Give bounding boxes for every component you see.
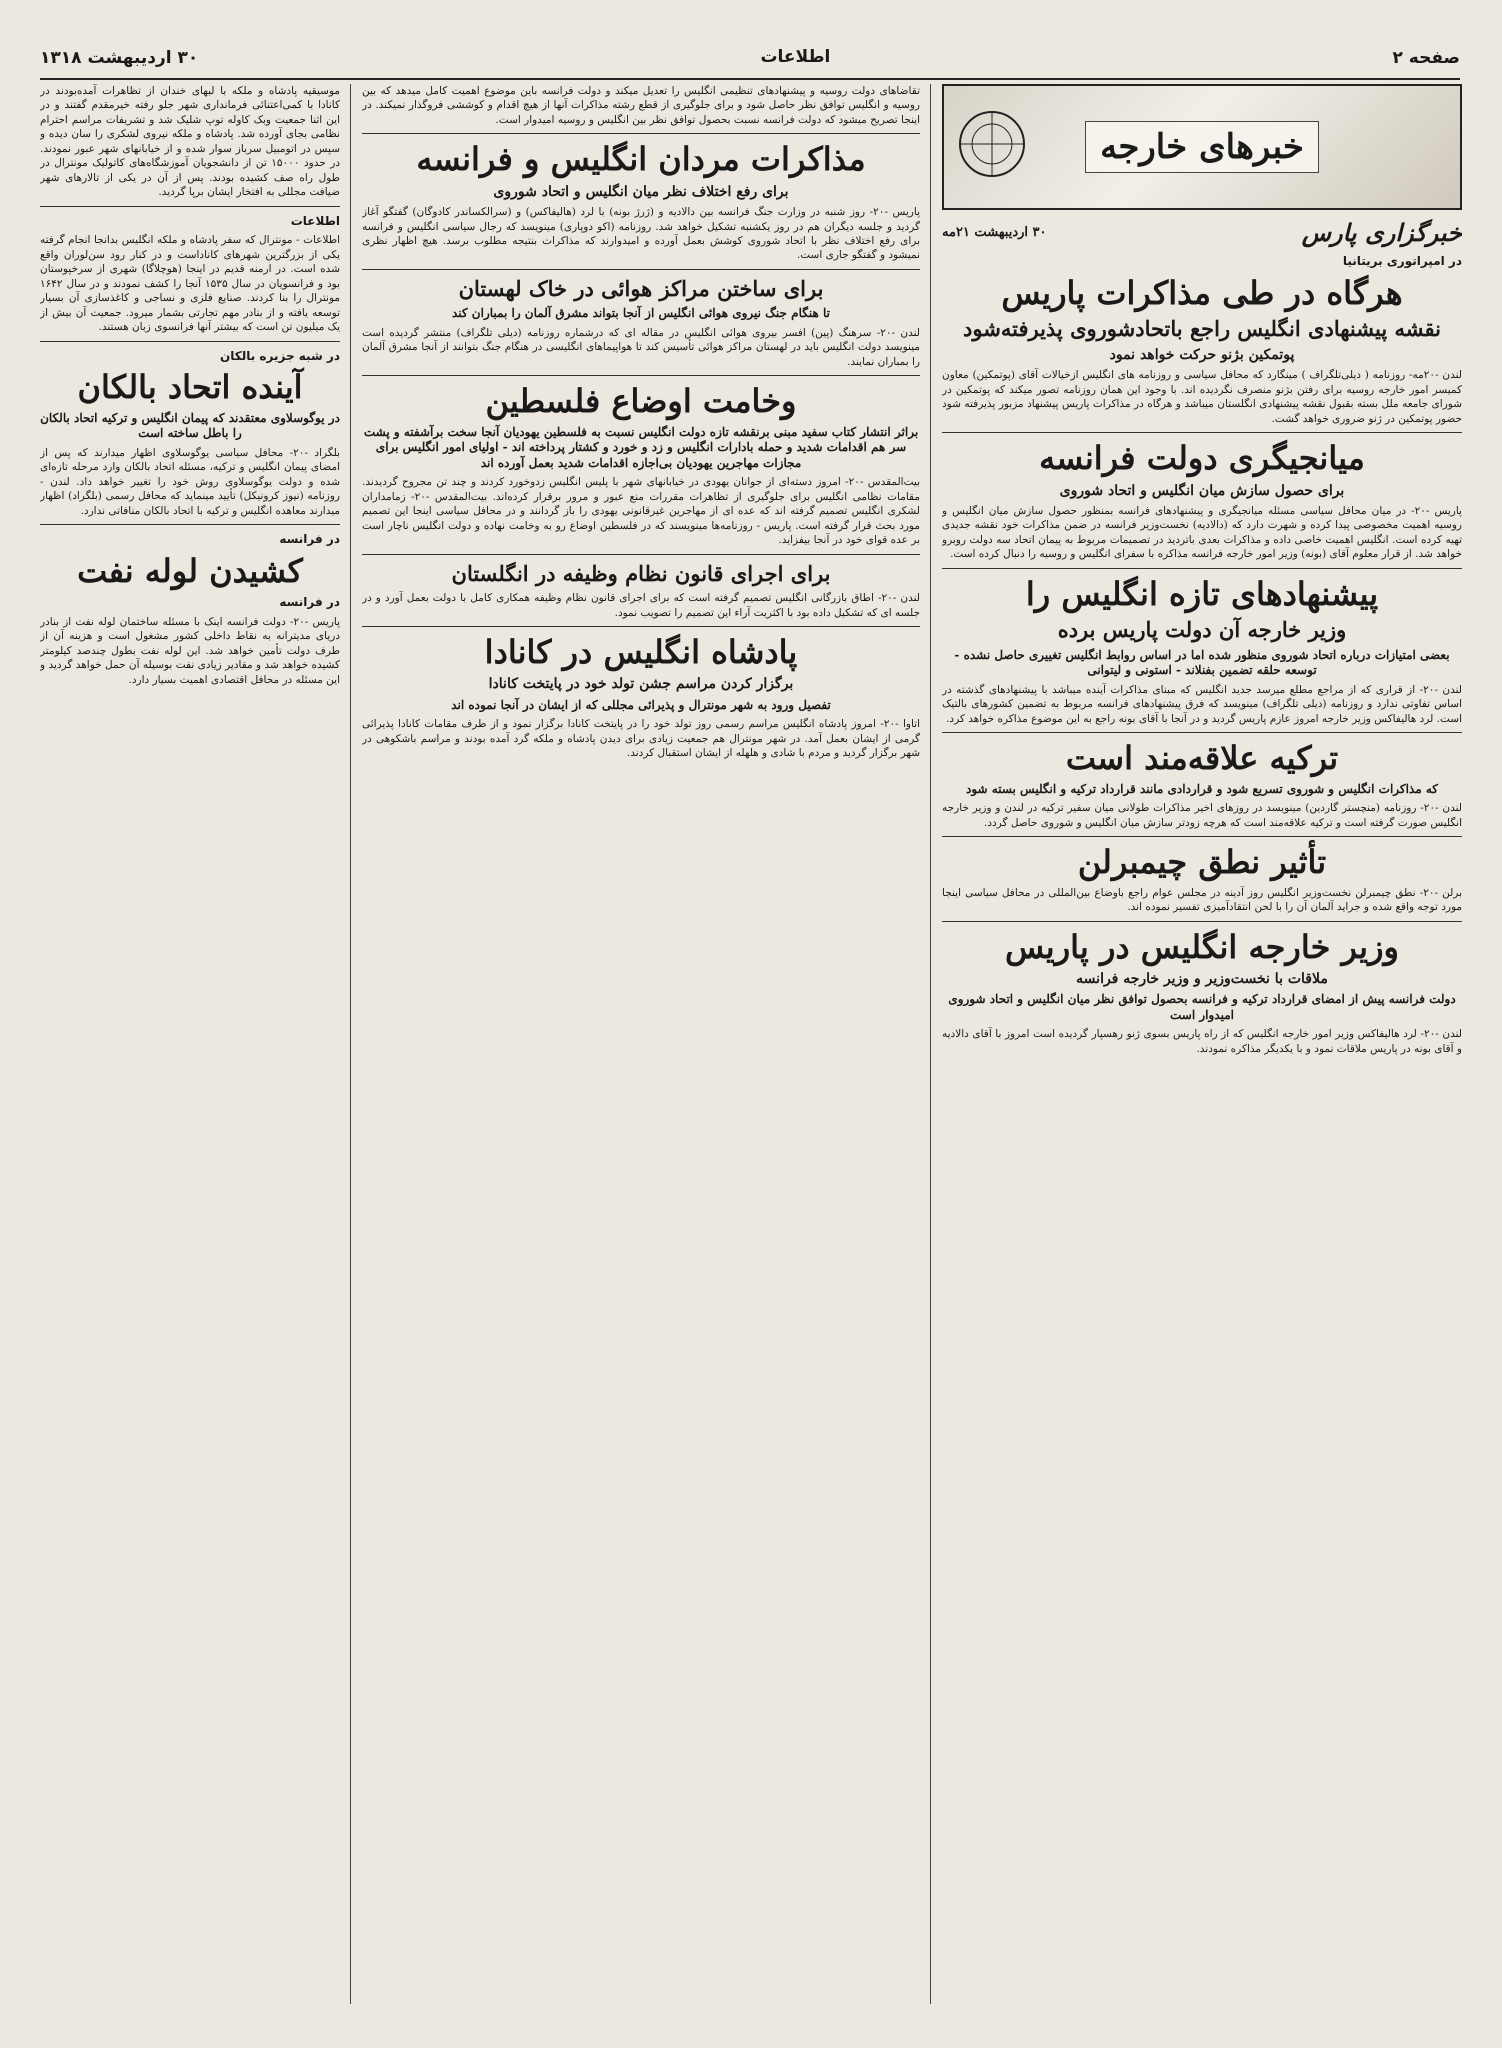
c2-s1-subhead: برای رفع اختلاف نظر میان انگلیس و اتحاد شوروی — [493, 183, 789, 200]
c2-s5-kicker: تفصیل ورود به شهر مونترال و پذیرائی مجللی که از ایشان در آنجا نموده اند — [451, 697, 831, 712]
c3-s2-headline: آینده اتحاد بالکان — [77, 368, 303, 407]
s6-kicker: دولت فرانسه پیش از امضای قرارداد ترکیه و فرانسه بحصول توافق نظر میان انگلیس و اتحاد شوروی امیدوار است — [948, 992, 1456, 1022]
c3-s3-kicker: در فرانسه — [279, 595, 340, 610]
s1-headline: هرگاه در طی مذاکرات پاریس — [1001, 273, 1403, 312]
c3-s2-body: بلگراد -۲۰- محافل سیاسی یوگوسلاوی اظهار میدارند که پس از امضای پیمان انگلیس و ترکیه، مسئله اتحاد بالکان وارد مرحله تازه‌ای شده و دولت یوگوسلاوی روش خود را تغییر خواهد داد. لندن - روزنامه (نیوز کرونیکل) تأیید مینماید که محافل رسمی (بلگراد) اظهار میدارند معاهده انگلیس و ترکیه با اتحاد بالکان منافاتی ندارد. — [40, 446, 340, 517]
c2-s3-body: بیت‌المقدس -۲۰- امروز دسته‌ای از جوانان یهودی در خیابانهای شهر با پلیس انگلیس زدوخورد کردند و چند تن مجروح گردیدند. مقامات نظامی انگلیس برای جلوگیری از تظاهرات مقررات منع عبور و مرور برقرار کرده‌اند. بیت‌المقدس -۲۰- زمامداران لشکری انگلیس تصمیم گرفته اند که عده ای از مهاجرین غیرقانونی یهودی را باز گردانند و در محافل سیاسی اینجا این تصمیم مورد بحث قرار گرفته است. پاریس - روزنامه‌ها مینویسند که در فلسطین اوضاع رو به وخامت نهاده و دولت انگلیس ناچار است بر عده قوای خود در آنجا بیفزاید. — [362, 476, 920, 547]
s1-body: لندن -۲۰مه- روزنامه ( دیلی‌تلگراف ) مینگارد که محافل سیاسی و روزنامه های انگلیس ازخیالات آقای (پوتمکین) معاون کمیسر امور خارجه روسیه برای رفتن بژنو منصرف نگردیده اند. با وجود این همان روزنامه تصور میکند که پوتمکین در شورای جامعه ملل بسته بقبول نقشه پیشنهادی انگلستان میباشد و هرگاه در مذاکرات پاریس پیشنهاد مزبور پذیرفته شود حضور پوتمکین در ژنو ضروری خواهد گشت. — [942, 369, 1462, 425]
s6-subhead: ملاقات با نخست‌وزیر و وزیر خارجه فرانسه — [1076, 970, 1328, 987]
agency-line — [942, 216, 1462, 249]
agency-name: خبرگزاری پارس — [1301, 218, 1462, 247]
s5-body: برلن -۲۰- نطق چیمبرلن نخست‌وزیر انگلیس روز آدینه در مجلس عوام راجع باوضاع بین‌المللی در محافل سیاسی اینجا مورد توجه واقع شده و جراید آلمان آن را با لحن انتقادآمیزی تفسیر نموده اند. — [942, 886, 1462, 914]
s3-body: لندن -۲۰- از قراری که از مراجع مطلع میرسد جدید انگلیس که مبنای مذاکرات آینده میباشد با پیشنهادهای گذشته در اساس تفاوتی ندارد و روزنامه (دیلی تلگراف) مینویسد که فرق پیشنهادهای فرانسه مربوط به تضمین کشورهای بالتیک است. لرد هالیفاکس وزیر خارجه امروز عازم پاریس گردید و در آنجا با آقای بونه راجع به این موضوع مذاکره خواهد کرد. — [942, 683, 1462, 725]
masthead — [40, 38, 1460, 80]
c2-s3-headline: وخامت اوضاع فلسطین — [485, 382, 797, 421]
c3-s3-body: پاریس -۲۰- دولت فرانسه اینک با مسئله ساختمان لوله نفت از بنادر دریای مدیترانه به نقاط داخلی کشور مشغول است و هزینه آن از طرف دولت تأمین خواهد شد. این لوله نفت بطول چندصد کیلومتر کشیده خواهد شد و مقادیر زیادی نفت بوسیله آن حمل خواهد گردید و این مسئله در محافل اقتصادی اهمیت بسیار دارد. — [40, 615, 340, 686]
banner-title: خبرهای خارجه — [1085, 121, 1319, 174]
c3-s3-headline: کشیدن لوله نفت — [77, 551, 303, 590]
c3-s2-kicker: در یوگوسلاوی معتقدند که پیمان انگلیس و ترکیه اتحاد بالکان را باطل ساخته است — [40, 410, 340, 441]
c2-s5-subhead: برگزار کردن مراسم جشن تولد خود در پایتخت کانادا — [488, 676, 794, 693]
c2-s5-headline: پادشاه انگلیس در کانادا — [484, 633, 798, 672]
s4-body: لندن -۲۰- روزنامه (منچستر گاردین) مینویسد در روزهای اخیر مذاکرات طولانی میان سفیر ترکیه در لندن و وزیر خارجه انگلیس صورت گرفته است و ترکیه علاقه‌مند است که هرچه زودتر سازش میان انگلیس و شوروی حاصل گردد. — [942, 802, 1462, 829]
column-middle — [362, 84, 920, 2004]
c2-s1-headline: مذاکرات مردان انگلیس و فرانسه — [416, 140, 866, 179]
s3-kicker: بعضی امتیازات درباره اتحاد شوروی منظور شده اما در اساس روابط انگلیس تغییری حاصل نشده - توسعه حلقه تضمین بفنلاند - استونی و لیتوانی — [954, 647, 1450, 678]
c2-top-body: تقاضاهای دولت روسیه و پیشنهادهای تنظیمی انگلیس را تعدیل میکند و دولت فرانسه باین موضوع اهمیت کامل میدهد که بین روسیه و انگلیس توافق نظر حاصل شود و برای جلوگیری از قطع رشته مذاکرات آنها از هیچ اقدام و کوششی فروگذار نمیکند. در اینجا تصریح میشود که دولت فرانسه نسبت بحصول توافق نظر بین انگلیس و روسیه امیدوار است. — [362, 85, 920, 126]
c3-s1-label: اطلاعات — [290, 213, 340, 228]
s3-subhead: وزیر خارجه آن دولت پاریس برده — [1057, 617, 1347, 643]
s1-subhead: نقشه پیشنهادی انگلیس راجع باتحادشوروی پذیرفته‌شود — [963, 316, 1441, 342]
column-right — [942, 84, 1462, 2004]
s2-body: پاریس -۲۰- در میان محافل سیاسی مسئله میانجیگری و پیشنهادهای فرانسه بمنظور حصول سازش میان انگلیس و روسیه اهمیت مخصوصی پیدا کرده و شهرت دارد که (دالادیه) نخست‌وزیر فرانسه در ضمن مذاکرات خود نقشه جدیدی تهیه کرده است. انگلیس اهمیت خاصی داده و مذاکرات بعدی باتردید در تصمیمات مربوط به پیمان اتحاد سه دولت روبرو خواهد شد. از قرار معلوم آقای (بونه) وزیر امور خارجه فرانسه مذاکره با سفرای انگلیس و روسیه را دنبال کرده است. — [942, 505, 1462, 561]
s4-headline: ترکیه علاقه‌مند است — [1065, 739, 1339, 778]
paper-name: اطلاعات — [760, 47, 831, 68]
s1-kicker: در امپراتوری بریتانیا — [1342, 254, 1462, 269]
s3-headline: پیشنهادهای تازه انگلیس را — [1025, 574, 1379, 613]
issue-date: ۳۰ اردیبهشت ۱۳۱۸ — [40, 48, 199, 68]
c2-s3-kicker: براثر انتشار کتاب سفید مبنی برنقشه تازه دولت انگلیس نسبت به فلسطین یهودیان آنجا سخت برآشفته و پشت سر هم اقدامات شدید و حمله بادارات انگلیس و زد و خورد و کشتار پرداخته اند - اولیای امور انگلیس برای مجازات مهاجرین یهودیان بی‌اجازه اقدامات شدید بعمل آورده اند — [363, 424, 919, 470]
c3-s1-body: اطلاعات - مونترال که سفر پادشاه و ملکه انگلیس بدانجا انجام گرفته یکی از بزرگترین شهرهای کاناداست و در کنار رود سن‌لوران واقع شده است. در ارمنه قدیم در اینجا (هوچلاگا) شهری از سرخپوستان بود و فرانسویان در سال ۱۵۳۵ آنجا را کشف نمودند و در سال ۱۶۴۲ مونترال را بنا کردند. صنایع فلزی و نساجی و کاغذسازی آن بسیار توسعه یافته و از بنادر مهم تجارتی بشمار میرود. جمعیت آن بیش از یک میلیون تن است که بیشتر آنها فرانسوی زبان هستند. — [40, 234, 340, 334]
c3-s2-label: در شبه جزیره بالکان — [220, 348, 340, 363]
c2-s4-body: لندن -۲۰- اطاق بازرگانی انگلیس تصمیم گرفته است که برای اجرای قانون نظام وظیفه همکاری کامل با دولت بعمل آورد و در جلسه ای که تشکیل داده بود با اکثریت آراء این تصمیم را تصویب نمود. — [362, 592, 920, 619]
foreign-news-banner — [942, 84, 1462, 210]
c2-s2-headline: برای ساختن مراکز هوائی در خاک لهستان — [458, 275, 824, 301]
s2-subhead: برای حصول سازش میان انگلیس و اتحاد شوروی — [1059, 482, 1345, 499]
c3-s3-label: در فرانسه — [279, 532, 340, 547]
s5-headline: تأثیر نطق چیمبرلن — [1077, 843, 1327, 882]
c2-s4-headline: برای اجرای قانون نظام وظیفه در انگلستان — [451, 560, 831, 586]
s6-headline: وزیر خارجه انگلیس در پاریس — [1005, 927, 1399, 966]
c2-s2-subhead: تا هنگام جنگ نیروی هوائی انگلیس از آنجا بتواند مشرق آلمان را بمباران کند — [452, 306, 830, 321]
c2-s5-body: اتاوا -۲۰- امروز پادشاه انگلیس مراسم رسمی روز تولد خود را در پایتخت کانادا برگزار نمود و از طرف مقامات کانادا پذیرائی گرمی از ایشان بعمل آمد. در شهر مونترال هم جمعیت زیادی برای دیدن پادشاه و ملکه گرد آمده بودند و مراسم باشکوهی در شهر برگزار گردید و مردم با شادی و هلهله از ایشان استقبال کردند. — [362, 718, 920, 760]
agency-date: ۳۰ اردیبهشت ۲۱مه — [942, 224, 1047, 240]
page-number: صفحه ۲ — [1392, 48, 1460, 68]
s4-subhead: که مذاکرات انگلیس و شوروی تسریع شود و قراردادی مانند قرارداد ترکیه و انگلیس بسته شود — [965, 781, 1438, 796]
c2-s2-body: لندن -۲۰- سرهنگ (پین) افسر بیروی هوائی انگلیس در مقاله ای که درشماره روزنامه (دیلی تلگراف) منتشر گردیده است مینویسد دولت انگلیس باید در لهستان مراکز هوائی تأسیس کند تا هواپیماهای انگلیسی در هنگام جنگ بتوانند از آنجا مشرق آلمان را بمباران نمایند. — [362, 326, 920, 368]
s6-body: لندن -۲۰- لرد هالیفاکس وزیر امور خارجه انگلیس که از راه پاریس بسوی ژنو رهسپار گردیده است امروز با آقای دالادیه و آقای بونه در پاریس ملاقات نمود و با یکدیگر مذاکره نمودند. — [942, 1028, 1462, 1055]
gramophone-icon — [952, 94, 1032, 198]
c2-s1-body: پاریس -۲۰- روز شنبه در وزارت جنگ فرانسه بین دالادیه و (ژرژ بونه) با لرد (هالیفاکس) و (سرالکساندر کادوگان) گفتگو آغاز گردید و جلسه دیگران هم در روز یکشنبه تشکیل خواهد شد. روزنامه (اکو دوپاری) مینویسد که رجال سیاسی انگلیس و فرانسه برای رفع اختلاف نظر با اتحاد شوروی کوشش بعمل آورده و امیدوارند که مذاکرات بنتیجه مطلوب برسد. هیچ اظهار نظری نمیشود و گفتگو جاری است. — [362, 206, 920, 262]
column-left — [40, 84, 340, 2004]
s2-headline: میانجیگری دولت فرانسه — [1039, 439, 1365, 478]
s1-subhead2: پوتمکین بژنو حرکت خواهد نمود — [1109, 347, 1295, 364]
c3-top-body: موسیقیه پادشاه و ملکه با لبهای خندان از تظاهرات آمده‌بودند در کانادا با کمی‌اعتنائی فرمانداری شهر جلو رفته خیرمقدم گفتند و در این اثنا جمعیت وبک کاوله توپ شلیک شد و تشریفات مراسم احترام نظامی بجای آورده شد. پادشاه و ملکه نیروی لشکری را سان دیده و سپس در اتومبیل سرباز سوار شده و از خیابانهای شهر عبور نمودند. در حدود ۱۵۰۰۰ تن از دانشجویان آموزشگاه‌های کاتولیک مونترال در طول راه صف کشیده بودند. پس از آن در یکی از تالارهای شهر ضیافت مجللی به افتخار ایشان برپا گردید. — [40, 85, 340, 199]
